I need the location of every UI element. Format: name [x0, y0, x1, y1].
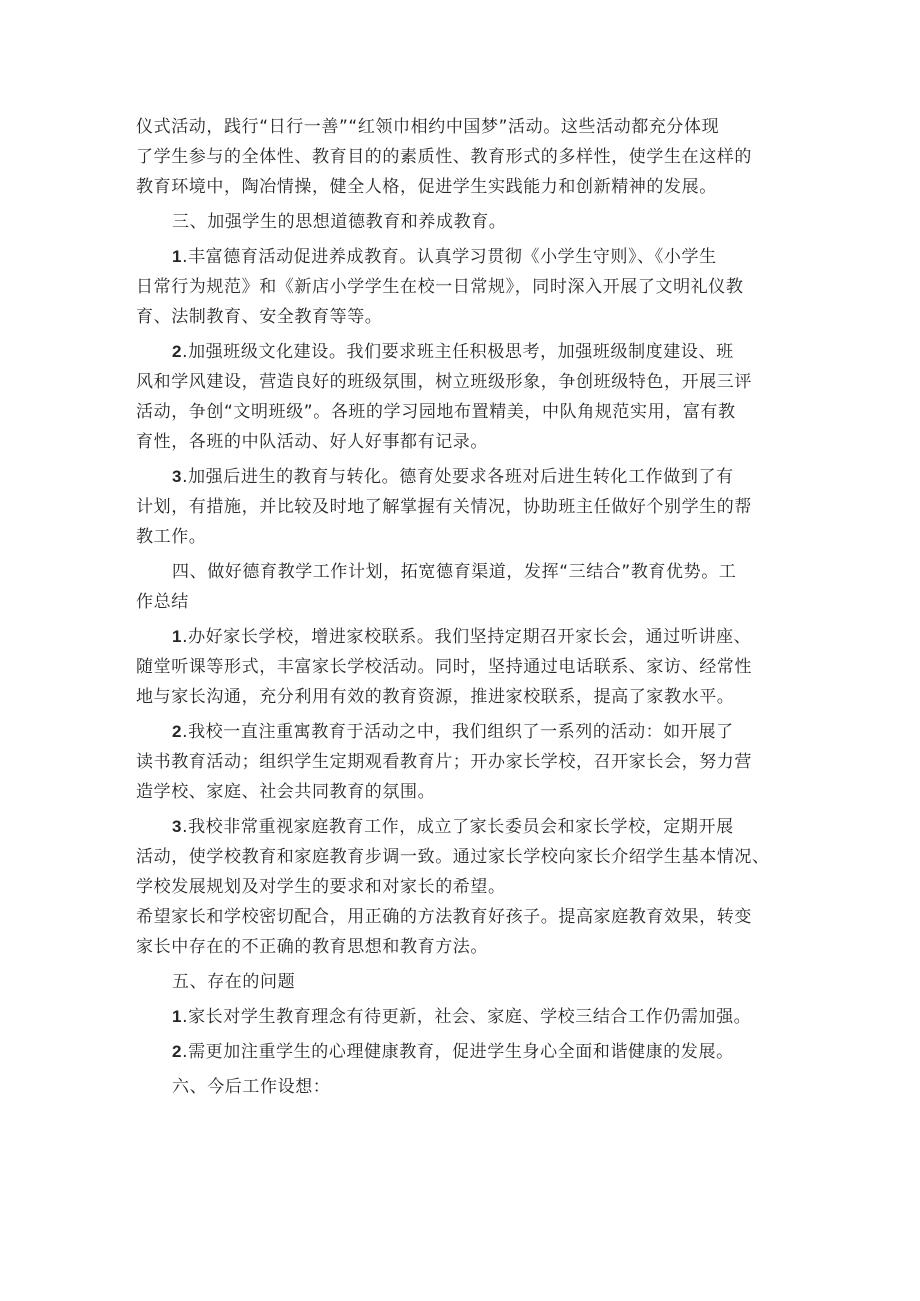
line-text: .家长对学生教育理念有待更新，社会、家庭、学校三结合工作仍需加强。	[182, 1007, 752, 1027]
line-text: .需更加注重学生的心理健康教育，促进学生身心全面和谐健康的发展。	[182, 1042, 734, 1062]
text-line	[136, 462, 792, 492]
text-line: 日常行为规范》和《新店小学学生在校一日常规》，同时深入开展了文明礼仪教	[136, 277, 744, 297]
text-line	[136, 1037, 792, 1067]
text-line	[136, 1002, 792, 1032]
line-text: .办好家长学校，增进家校联系。我们坚持定期召开家长会，通过听讲座、	[182, 627, 752, 647]
text-line: 学校发展规划及对学生的要求和对家长的希望。	[136, 877, 506, 897]
numbered-paragraph	[136, 242, 792, 332]
item-number: 1	[172, 247, 183, 266]
text-line: 造学校、家庭、社会共同教育的氛围。	[136, 782, 436, 802]
item-number: 1	[172, 1007, 183, 1026]
numbered-paragraph	[136, 812, 792, 962]
text-line	[136, 622, 792, 652]
text-line: 六、今后工作设想：	[172, 1077, 331, 1097]
line-text: .我校非常重视家庭教育工作，成立了家长委员会和家长学校，定期开展	[182, 817, 734, 837]
text-line: 活动，争创“文明班级”。各班的学习园地布置精美，中队角规范实用，富有教	[136, 402, 736, 422]
text-line	[136, 242, 792, 272]
line-text: .加强后进生的教育与转化。德育处要求各班对后进生转化工作做到了有	[182, 467, 734, 487]
item-number: 2	[172, 722, 183, 741]
text-line: 仪式活动，践行“日行一善”“红领巾相约中国梦”活动。这些活动都充分体现	[136, 117, 720, 137]
numbered-paragraph	[136, 622, 792, 712]
document-body	[136, 112, 792, 1102]
text-line: 风和学风建设，营造良好的班级氛围，树立班级形象，争创班级特色，开展三评	[136, 372, 752, 392]
text-line: 教育环境中，陶冶情操，健全人格，促进学生实践能力和创新精神的发展。	[136, 177, 717, 197]
line-text: .丰富德育活动促进养成教育。认真学习贯彻《小学生守则》、《小学生	[182, 247, 717, 267]
text-line: 希望家长和学校密切配合，用正确的方法教育好孩子。提高家庭教育效果，转变	[136, 907, 752, 927]
paragraph	[136, 112, 792, 202]
text-line	[136, 337, 792, 367]
numbered-paragraph	[136, 717, 792, 807]
text-line: 五、存在的问题	[172, 972, 296, 992]
line-text: .加强班级文化建设。我们要求班主任积极思考，加强班级制度建设、班	[182, 342, 734, 362]
text-line	[136, 717, 792, 747]
text-line: 家长中存在的不正确的教育思想和教育方法。	[136, 937, 488, 957]
section-heading	[136, 557, 792, 617]
text-line: 了学生参与的全体性、教育目的的素质性、教育形式的多样性，使学生在这样的	[136, 147, 752, 167]
section-heading	[136, 967, 792, 997]
text-line: 计划，有措施，并比较及时地了解掌握有关情况，协助班主任做好个别学生的帮	[136, 497, 752, 517]
text-line: 活动，使学校教育和家庭教育步调一致。通过家长学校向家长介绍学生基本情况、	[136, 847, 770, 867]
item-number: 2	[172, 1042, 183, 1061]
text-line: 教工作。	[136, 527, 207, 547]
numbered-paragraph	[136, 337, 792, 457]
text-line: 育、法制教育、安全教育等等。	[136, 307, 383, 327]
item-number: 2	[172, 342, 183, 361]
line-text: .我校一直注重寓教育于活动之中，我们组织了一系列的活动：如开展了	[182, 722, 734, 742]
text-line	[136, 812, 792, 842]
text-line: 四、做好德育教学工作计划，拓宽德育渠道，发挥“三结合”教育优势。工	[172, 562, 737, 582]
text-line: 作总结	[136, 592, 189, 612]
text-line: 三、加强学生的思想道德教育和养成教育。	[172, 212, 507, 232]
numbered-paragraph	[136, 1002, 792, 1032]
item-number: 3	[172, 817, 183, 836]
text-line: 地与家长沟通，充分利用有效的教育资源，推进家校联系，提高了家教水平。	[136, 687, 735, 707]
item-number: 3	[172, 467, 183, 486]
item-number: 1	[172, 627, 183, 646]
section-heading	[136, 1072, 792, 1102]
text-line: 随堂听课等形式，丰富家长学校活动。同时，坚持通过电话联系、家访、经常性	[136, 657, 752, 677]
text-line: 读书教育活动；组织学生定期观看教育片；开办家长学校，召开家长会，努力营	[136, 752, 752, 772]
text-line: 育性，各班的中队活动、好人好事都有记录。	[136, 432, 488, 452]
numbered-paragraph	[136, 1037, 792, 1067]
numbered-paragraph	[136, 462, 792, 552]
section-heading	[136, 207, 792, 237]
